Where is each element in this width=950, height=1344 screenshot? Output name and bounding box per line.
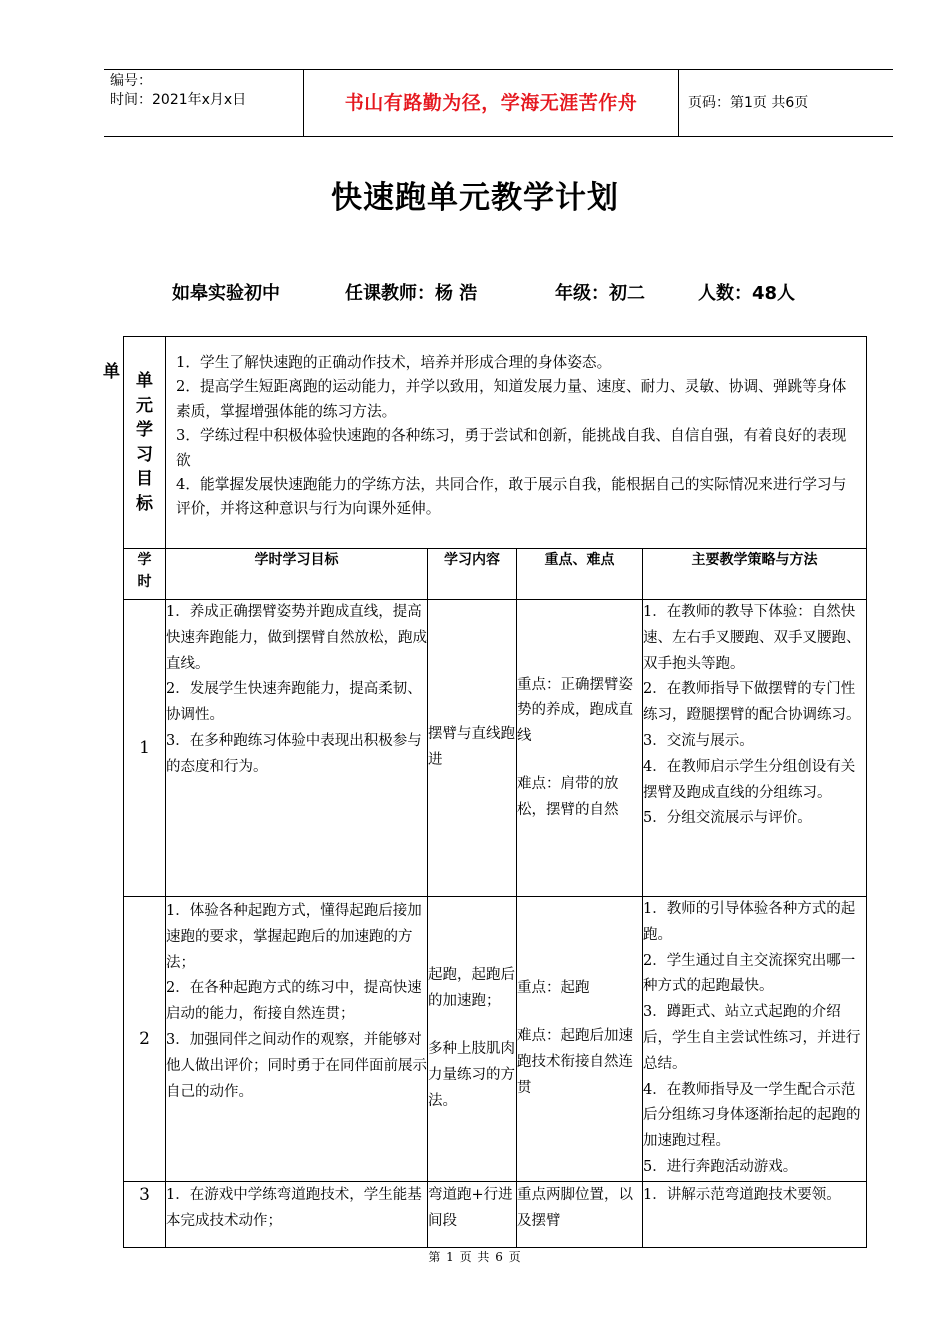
content-item: 摆臂与直线跑进 (428, 726, 515, 768)
stray-character: 单 (103, 362, 120, 382)
header-meta (104, 70, 303, 136)
lesson-key-points (517, 1181, 643, 1247)
content-item: 起跑，起跑后的加速跑； (428, 967, 515, 1010)
lesson-strategies (643, 1181, 867, 1247)
content-item: 弯道跑+行进间段 (428, 1186, 513, 1229)
strategy-item: 1．讲解示范弯道跑技术要领。 (643, 1186, 841, 1203)
key-point: 重点：起跑 (517, 980, 590, 997)
lesson-number: 1 (124, 600, 166, 897)
strategy-item: 4．在教师启示学生分组创设有关摆臂及跑成直线的分组练习。 (643, 758, 856, 801)
header-objective: 学时学习目标 (166, 549, 428, 600)
lesson-strategies (643, 600, 867, 897)
strategy-item: 5．进行奔跑活动游戏。 (643, 1158, 798, 1175)
lesson-objectives (166, 1181, 428, 1247)
key-point: 重点：正确摆臂姿势的养成，跑成直线 (517, 676, 633, 745)
lesson-key-points (517, 897, 643, 1182)
teacher-name: 任课教师：杨 浩 (345, 283, 478, 304)
school-name: 如皋实验初中 (172, 283, 280, 304)
student-count: 人数：48人 (698, 283, 796, 304)
strategy-item: 4．在教师指导及一学生配合示范后分组练习身体逐渐抬起的起跑的加速跑过程。 (643, 1081, 861, 1150)
strategy-item: 3．交流与展示。 (643, 732, 754, 749)
difficulty: 难点：肩带的放松，摆臂的自然 (517, 775, 619, 818)
page-title: 快速跑单元教学计划 (331, 180, 619, 216)
strategy-item: 1．在教师的教导下体验：自然快速、左右手叉腰跑、双手叉腰跑、双手抱头等跑。 (643, 604, 861, 672)
lesson-row (124, 1181, 867, 1247)
header-lesson-text: 学时 (137, 552, 152, 590)
header-key-points: 重点、难点 (517, 549, 643, 600)
content-item: 多种上肢肌肉力量练习的方法。 (428, 1040, 515, 1109)
strategy-item: 2．在教师指导下做摆臂的专门性练习，蹬腿摆臂的配合协调练习。 (643, 681, 861, 724)
lesson-strategies (643, 897, 867, 1182)
unit-goal-item: 1．学生了解快速跑的正确动作技术，培养并形成合理的身体姿态。 (176, 354, 612, 371)
lesson-objectives (166, 897, 428, 1182)
objective-item: 1．在游戏中学练弯道跑技术，学生能基本完成技术动作； (166, 1186, 422, 1229)
lesson-key-points (517, 600, 643, 897)
grade: 年级：初二 (555, 283, 645, 304)
lesson-objectives (166, 600, 428, 897)
page-footer: 第 1 页 共 6 页 (428, 1250, 522, 1264)
unit-goals-row (124, 337, 867, 549)
objective-item: 1．体验各种起跑方式，懂得起跑后接加速跑的要求，掌握起跑后的加速跑的方法； (166, 903, 422, 971)
table-header-row (124, 549, 867, 600)
objective-item: 2．在各种起跑方式的练习中，提高快速启动的能力，衔接自然连贯； (166, 980, 422, 1023)
lesson-number: 3 (124, 1181, 166, 1247)
lesson-row (124, 897, 867, 1182)
header-content: 学习内容 (428, 549, 517, 600)
strategy-item: 5．分组交流展示与评价。 (643, 810, 812, 827)
objective-item: 3．在多种跑练习体验中表现出积极参与的态度和行为。 (166, 732, 422, 775)
motto: 书山有路勤为径，学海无涯苦作舟 (303, 70, 679, 136)
strategy-item: 3．蹲距式、站立式起跑的介绍后，学生自主尝试性练习，并进行总结。 (643, 1004, 861, 1072)
unit-goal-item: 2．提高学生短距离跑的运动能力，并学以致用，知道发展力量、速度、耐力、灵敏、协调、弹跳等身体素质，掌握增强体能的练习方法。 (176, 378, 847, 420)
header-lesson (124, 549, 166, 600)
time-label: 时间：2021年x月x日 (110, 92, 247, 108)
objective-item: 3．加强同伴之间动作的观察，并能够对他人做出评价；同时勇于在同伴面前展示自己的动作。 (166, 1031, 427, 1100)
page-info: 页码：第1页 共6页 (688, 95, 809, 111)
unit-goals-label: 单元学习目标 (136, 371, 153, 514)
key-point: 重点两脚位置，以及摆臂 (517, 1186, 633, 1229)
lesson-content (428, 1181, 517, 1247)
strategy-item: 2．学生通过自主交流探究出哪一种方式的起跑最快。 (643, 952, 856, 995)
lesson-content (428, 600, 517, 897)
objective-item: 2．发展学生快速奔跑能力，提高柔韧、协调性。 (166, 681, 422, 724)
difficulty: 难点：起跑后加速跑技术衔接自然连贯 (517, 1028, 633, 1096)
lesson-row (124, 600, 867, 897)
code-label: 编号： (110, 73, 152, 89)
document-header (104, 69, 893, 137)
unit-goals-text (166, 337, 867, 549)
unit-goals-label-cell (124, 337, 166, 549)
strategy-item: 1．教师的引导体验各种方式的起跑。 (643, 901, 856, 943)
unit-goal-item: 3．学练过程中积极体验快速跑的各种练习，勇于尝试和创新，能挑战自我、自信自强，有着良好的表现欲 (176, 427, 847, 469)
header-strategies: 主要教学策略与方法 (643, 549, 867, 600)
objective-item: 1．养成正确摆臂姿势并跑成直线，提高快速奔跑能力，做到摆臂自然放松，跑成直线。 (166, 604, 427, 672)
unit-goal-item: 4．能掌握发展快速跑能力的学练方法，共同合作，敢于展示自我，能根据自己的实际情况来进行学习与评价，并将这种意识与行为向课外延伸。 (176, 476, 847, 518)
lesson-number: 2 (124, 897, 166, 1182)
lesson-content (428, 897, 517, 1182)
plan-table (123, 336, 867, 1248)
